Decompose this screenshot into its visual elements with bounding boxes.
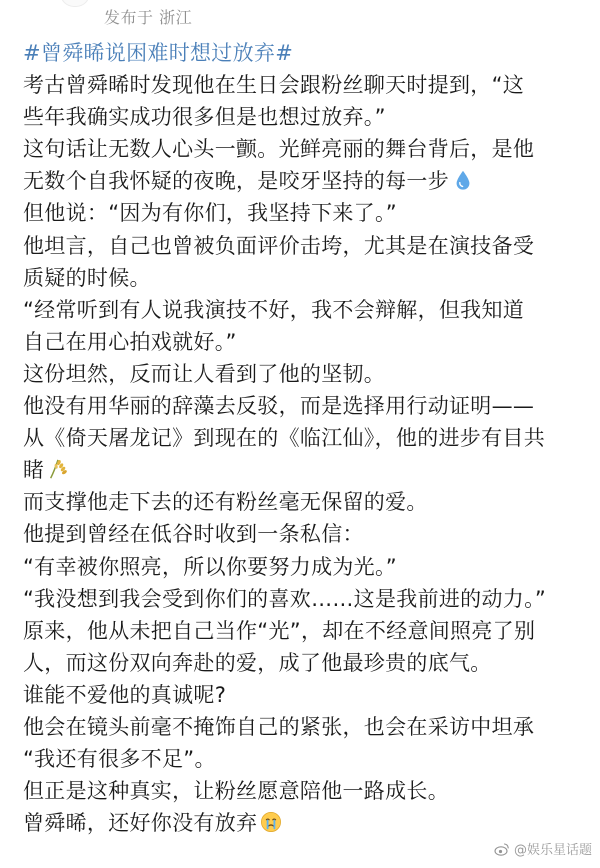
post-text-line: 人，而这份双向奔赴的爱，成了他最珍贵的底气。	[23, 650, 492, 675]
rice-stalk-icon	[47, 458, 69, 480]
post-text-line: 他没有用华丽的辞藻去反驳，而是选择用行动证明——	[23, 394, 535, 419]
post-text-line: 无数个自我怀疑的夜晚，是咬牙坚持的每一步	[23, 165, 593, 197]
weibo-logo-icon	[494, 841, 510, 857]
post-text-line: “我没想到我会受到你们的喜欢……这是我前进的动力。”	[23, 586, 547, 611]
post-text-line: 谁能不爱他的真诚呢?	[23, 682, 227, 707]
post-text-line: “有幸被你照亮，所以你要努力成为光。”	[23, 554, 397, 579]
post-text-line: 自己在用心拍戏就好。”	[23, 329, 237, 354]
watermark	[494, 839, 592, 858]
post-text-line: 从《倚天屠龙记》到现在的《临江仙》，他的进步有目共	[23, 426, 545, 451]
post-text-line: 质疑的时候。	[23, 265, 151, 290]
crying-face-icon	[260, 811, 282, 833]
post-text-line: 原来，他从未把自己当作“光”，却在不经意间照亮了别	[23, 618, 536, 643]
post-header	[0, 0, 600, 34]
post-text-line: 而支撑他走下去的还有粉丝毫无保留的爱。	[23, 490, 428, 515]
post-text-line: 曾舜晞，还好你没有放弃	[23, 807, 593, 839]
post-text-line: 这份坦然，反而让人看到了他的坚韧。	[23, 361, 386, 386]
avatar[interactable]	[60, 0, 90, 7]
hashtag-link[interactable]: #曾舜晞说困难时想过放弃#	[23, 41, 294, 65]
post-text-line: 些年我确实成功很多但是也想过放弃。”	[23, 105, 386, 130]
post-text-line: 他坦言，自己也曾被负面评价击垮，尤其是在演技备受	[23, 233, 535, 258]
post-text-line: 但他说：“因为有你们，我坚持下来了。”	[23, 201, 397, 226]
post-content	[23, 37, 593, 839]
post-text-line: 这句话让无数人心头一颤。光鲜亮丽的舞台背后，是他	[23, 137, 535, 162]
post-location: 发布于 浙江	[104, 8, 193, 27]
post-text-line: 考古曾舜晞时发现他在生日会跟粉丝聊天时提到，“这	[23, 73, 525, 98]
post-text-line: 他会在镜头前毫不掩饰自己的紧张，也会在采访中坦承	[23, 714, 535, 739]
post-text-line: “经常听到有人说我演技不好，我不会辩解，但我知道	[23, 297, 525, 322]
post-text-line: 他提到曾经在低谷时收到一条私信：	[23, 522, 364, 547]
post-text-line: 睹	[23, 454, 593, 486]
post-text-line: “我还有很多不足”。	[23, 747, 216, 772]
post-text-line: 但正是这种真实，让粉丝愿意陪他一路成长。	[23, 779, 449, 804]
sweat-drop-icon	[452, 169, 474, 191]
watermark-text: @娱乐星话题	[513, 843, 592, 858]
